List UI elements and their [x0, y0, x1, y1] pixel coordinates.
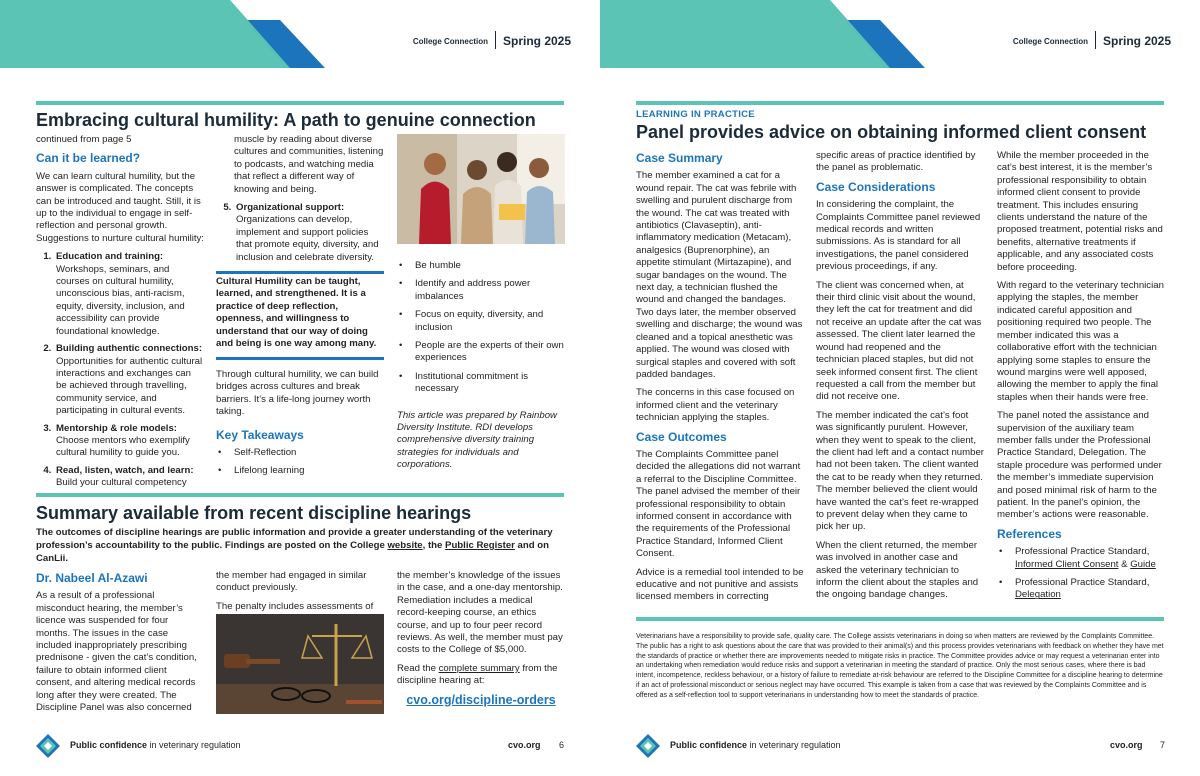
publication-name: College Connection	[412, 37, 488, 46]
considerations-paragraph: When the client returned, the member was involved in another case and asked the veterinary technician to inform the client about the staples and the ongoing bandage changes.	[816, 539, 979, 601]
page-header	[0, 0, 600, 68]
analysis-paragraph: With regard to the veterinary technician applying the staples, the member indicated careful apposition and positioning required two people. The member indicated this was a collaborative effort with the technician applying some staples to ensure the wound margins were well apposed, allowing the member to apply the final staples when their hands were free.	[997, 280, 1164, 403]
suggestions-list	[36, 251, 204, 489]
list-item-text: Organizations can develop, implement and support policies that promote equity, diversity, and inclusion and celebrate diversity.	[236, 214, 379, 263]
pull-quote: Cultural Humility can be taught, learned, and strengthened. It is a practice of deep reflection, openness, and willingness to understand that our way of doing and being is one way among many.	[216, 276, 377, 350]
reference-text: Professional Practice Standard,	[1015, 577, 1150, 588]
gavel-photo	[216, 614, 384, 714]
issue-label: Spring 2025	[503, 34, 572, 48]
pullquote-rule-bottom	[216, 357, 384, 360]
reference-text: &	[1118, 558, 1131, 570]
article-title: Panel provides advice on obtaining informed client consent	[636, 122, 1147, 142]
list-item: • People are the experts of their own experiences	[415, 340, 565, 365]
article-column-2-lower	[216, 369, 384, 484]
case-paragraph-remediation: the member’s knowledge of the issues in the case, and a one-day mentorship. Remediation includes a medical record-keeping course, an ethics course, and up to four peer record reviews. As well, the member must pay costs to the College of $5,000.	[397, 570, 563, 656]
article-column-3	[997, 150, 1165, 608]
cvo-logo-icon	[36, 734, 60, 758]
people-photo	[397, 134, 565, 244]
list-item	[54, 465, 204, 490]
cvo-logo-icon	[636, 734, 660, 758]
summary-column-3	[397, 570, 565, 706]
disclaimer-text: Veterinarians have a responsibility to provide safe, quality care. The College assists veterinarians in doing so when matters are reviewed by the Complaints Committee. The public has a right to ask questions about the care that was provided to their animal(s) and this process provides veterinarians with feedback on whether they have met the standards of practice or whether there are improvements needed to mitigate risks in practice. The Committee provides advice or may request a veterinarian enter into an undertaking when remediation would reduce risks and support a veterinarian in meeting the standard of practice. Only the most serious cases, where there is bad intent, incompetence, reckless behaviour, or a history of failure to remediate at-risk behaviour are referred to the Discipline Committee for a discipline hearing to determine if an act of professional misconduct or serious neglect may have occurred. This example is taken from a case that was reviewed by the Complaints Committee and is offered as a self-reflection tool to support veterinarians in understanding how to meet the standards of practice.	[636, 633, 1164, 699]
list-item: • Self-Reflection	[234, 447, 384, 459]
case-summary-heading: Case Summary	[636, 151, 723, 165]
considerations-paragraph: The client was concerned when, at their third clinic visit about the wound, they left the cat for treatment and did not receive an update after the cat was assessed. The client later learned the wound had reopened and the technician placed staples, but did not seek informed consent first. The client requested a call from the member but did not receive one.	[816, 279, 982, 403]
list-item-text: Choose mentors who exemplify cultural humility to guide you.	[56, 434, 190, 459]
page-header	[600, 0, 1200, 68]
list-item	[234, 202, 384, 264]
pullquote-rule-top	[216, 271, 384, 274]
section-kicker: LEARNING IN PRACTICE	[636, 109, 755, 120]
read-summary-line	[397, 663, 565, 688]
summary-paragraph: The concerns in this case focused on informed client and the veterinary technician applying the staples.	[636, 387, 795, 424]
list-item	[54, 251, 204, 338]
footer-tagline	[70, 740, 241, 750]
section-rule	[636, 101, 1164, 105]
reference-text: Professional Practice Standard,	[1015, 546, 1150, 558]
informed-consent-link[interactable]: Informed Client Consent	[1015, 558, 1119, 570]
intro-text: , the	[422, 540, 446, 551]
publication-name: College Connection	[1012, 37, 1088, 46]
list-item-text: Opportunities for authentic cultural interactions and exchanges can be achieved through travelling, community service, and participating in cultural events.	[56, 355, 203, 417]
list-item: • Institutional commitment is necessary	[415, 371, 565, 396]
list-item	[1015, 577, 1165, 602]
tagline-rest: in veterinary regulation	[747, 740, 841, 750]
discipline-orders-link[interactable]: cvo.org/discipline-orders	[406, 692, 556, 707]
takeaways-list	[216, 447, 384, 478]
page-number: 6	[559, 740, 565, 750]
section-rule	[636, 617, 1164, 621]
page-footer	[0, 730, 600, 760]
analysis-paragraph: The panel noted the assistance and supervision of the auxiliary team member falls under the Professional Practice Standard, Delegation. The staple procedure was performed under the member’s immediate supervision and posed minimal risk of harm to the patient. In the panel’s opinion, the member’s actions were reasonable.	[997, 410, 1162, 521]
tagline-bold: Public confidence	[670, 740, 748, 750]
list-item-heading: Education and training:	[56, 251, 164, 263]
article-column-3	[397, 260, 565, 478]
summary-paragraph: The member examined a cat for a wound repair. The cat was febrile with swelling and purulent discharge from the wound. The cat was treated with antibiotics (Clavaseptin), anti-inflammatory medication (Metacam), analgesics (Buprenorphine), an appetite stimulant (Mirtazapine), and sugar bandages on the wound. The next day, a technician flushed the wound and changed the bandages. Two days later, the member observed swelling and discharge; the wound was cleaned and a topical anesthetic was applied. The wound was closed with surgical staples and covered with soft padded bandages.	[636, 170, 803, 380]
list-item-continued: muscle by reading about diverse cultures and communities, listening to podcasts, and watching media that reflect a different way of knowing and being.	[234, 134, 384, 195]
references-list	[997, 546, 1165, 602]
list-item-heading: Mentorship & role models:	[56, 422, 177, 434]
page-footer	[600, 730, 1200, 760]
list-item	[1015, 546, 1165, 571]
learn-heading: Can it be learned?	[36, 151, 141, 166]
considerations-paragraph: The member indicated the cat’s foot was significantly purulent. However, when they went to speak to the client, the client had left and a contact number had not been taken. The client wanted the cat to be ready when they returned. The member believed the client would have wanted the cat’s feet re-wrapped to prevent delay when they came to pick her up.	[816, 409, 984, 533]
article-title: Embracing cultural humility: A path to genuine connection	[36, 110, 536, 130]
case-paragraph-cont: the member had engaged in similar conduct previously.	[216, 570, 367, 594]
page-number: 7	[1160, 740, 1166, 750]
list-item-heading: Read, listen, watch, and learn:	[56, 464, 194, 476]
list-item: • Focus on equity, diversity, and inclusion	[415, 309, 565, 334]
page-7	[600, 0, 1200, 776]
read-text: Read the	[397, 662, 439, 674]
footer-tagline	[670, 740, 841, 750]
references-heading: References	[997, 526, 1062, 541]
takeaways-list-continued	[397, 260, 565, 396]
delegation-link[interactable]: Delegation	[1015, 589, 1061, 601]
tagline-rest: in veterinary regulation	[147, 740, 241, 750]
website-link[interactable]: website	[387, 540, 423, 551]
list-item: • Be humble	[415, 260, 565, 272]
article-column-1	[636, 148, 804, 610]
gavel-photo-image	[216, 614, 384, 714]
analysis-paragraph: While the member proceeded in the cat’s best interest, it is the member’s professional responsibility to obtain informed client consent to provide treatment. This includes ensuring clients understand the nature of the proposed treatment, potential risks and benefits, alternative treatments if applicable, and any associated costs before proceeding.	[997, 150, 1163, 273]
intro-text: The outcomes of discipline hearings are public information and provide a greater understanding of the veterinary profession’s accountability to the public. Findings are posted on the College	[36, 527, 553, 551]
list-item	[54, 343, 204, 417]
summary-title: Summary available from recent discipline hearings	[36, 503, 472, 523]
case-paragraph-penalty: The penalty includes assessments of	[216, 600, 374, 612]
list-item-text: Workshops, seminars, and courses on cultural humility, unconscious bias, anti-racism, equity, diversity, inclusion, and accessibility can provide foundational knowledge.	[56, 263, 185, 337]
list-item-heading: Building authentic connections:	[56, 343, 203, 355]
article-column-1	[36, 134, 204, 496]
list-item-text: Build your cultural competency	[56, 477, 187, 489]
case-paragraph: As a result of a professional misconduct hearing, the member’s licence was suspended for four months. The issues in the case included inappropriately prescribing prednisone - given the cat’s condition, failure to obtain informed client consent, and altering medical records long after they were created. The Discipline Panel was also concerned	[36, 590, 197, 714]
learn-paragraph: We can learn cultural humility, but the answer is complicated. The concepts can be introduced and taught. Still, it is up to the individual to engage in self-reflection and personal growth. Suggestions to nurture cultural humility:	[36, 170, 204, 244]
tagline-bold: Public confidence	[70, 740, 148, 750]
list-item-heading: Organizational support:	[236, 202, 345, 214]
considerations-paragraph: In considering the complaint, the Complaints Committee panel reviewed medical records and written submissions. As is standard for all investigations, the panel considered previous proceedings, if any.	[816, 199, 981, 273]
outcomes-paragraph-cont: specific areas of practice identified by the panel as problematic.	[816, 150, 976, 174]
section-rule	[36, 493, 564, 497]
section-rule	[36, 101, 564, 105]
article-credit: This article was prepared by Rainbow Diversity Institute. RDI develops comprehensive diversity training strategies for individuals and corporations.	[397, 409, 557, 471]
takeaways-heading: Key Takeaways	[216, 427, 304, 442]
article-column-2	[216, 134, 384, 270]
list-item: • Identify and address power imbalances	[415, 278, 565, 303]
list-item	[54, 423, 204, 460]
guide-link[interactable]: Guide	[1130, 558, 1156, 570]
people-photo-image	[397, 134, 565, 244]
read-text: from the discipline hearing at:	[397, 662, 558, 687]
case-considerations-heading: Case Considerations	[816, 179, 936, 194]
header-separator	[495, 31, 496, 49]
header-separator	[1095, 31, 1096, 49]
intro-text: and on CanLii.	[36, 540, 549, 564]
suggestions-list-continued	[216, 202, 384, 264]
complete-summary-link[interactable]: complete summary	[438, 662, 520, 674]
bridge-paragraph: Through cultural humility, we can build bridges across cultures and break barriers. It’s a life-long journey worth taking.	[216, 369, 379, 418]
continued-note: continued from page 5	[36, 134, 132, 145]
issue-label: Spring 2025	[1103, 34, 1172, 48]
summary-intro	[36, 526, 564, 565]
case-outcomes-heading: Case Outcomes	[636, 429, 727, 444]
list-item: • Lifelong learning	[234, 465, 384, 477]
footer-url[interactable]: cvo.org	[508, 740, 541, 750]
article-column-2	[816, 150, 984, 608]
public-register-link[interactable]: Public Register	[445, 540, 515, 551]
summary-column-2	[216, 570, 384, 619]
outcomes-paragraph: The Complaints Committee panel decided the allegations did not warrant a referral to the Discipline Committee. The panel advised the member of their professional responsibility to obtain informed consent in accordance with the requirements of the Professional Practice Standard, Informed Client Consent.	[636, 448, 801, 560]
outcomes-paragraph: Advice is a remedial tool intended to be educative and not punitive and assists licensed members in correcting	[636, 566, 804, 603]
summary-column-1	[36, 568, 204, 720]
doctor-name: Dr. Nabeel Al-Azawi	[36, 571, 148, 585]
footer-url[interactable]: cvo.org	[1110, 740, 1143, 750]
